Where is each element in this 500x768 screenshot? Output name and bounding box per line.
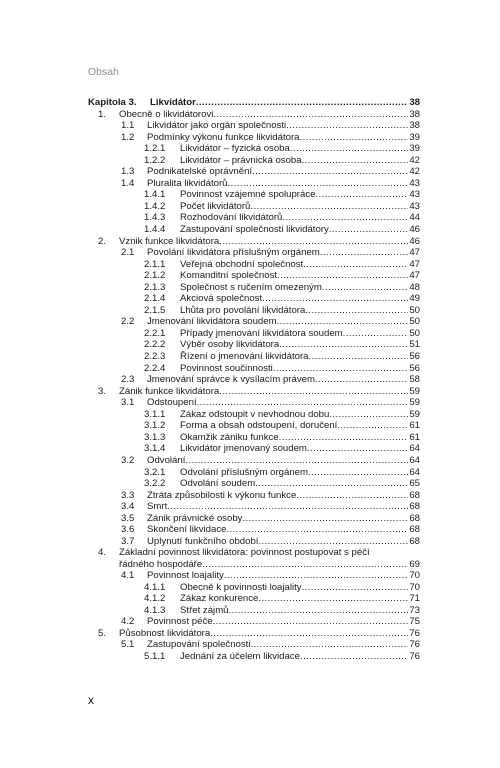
toc-entry[interactable]: [88, 178, 420, 190]
toc-entry-title: Lhůta pro povolání likvidátora: [180, 304, 306, 316]
toc-entry-number: 3.2: [121, 454, 135, 466]
toc-entry[interactable]: [88, 305, 420, 317]
leader-dots: [252, 166, 408, 178]
toc-entry[interactable]: [88, 201, 420, 213]
toc-entry-number: 3.1.4: [144, 443, 166, 455]
toc-entry-page: 47: [409, 270, 420, 282]
toc-entry[interactable]: [88, 293, 420, 305]
toc-entry-number: 3.1.2: [144, 420, 166, 432]
toc-entry-page: 42: [409, 166, 420, 178]
leader-dots: [226, 524, 408, 536]
toc-entry-title: Ztráta způsobilosti k výkonu funkce: [147, 489, 297, 501]
leader-dots: [337, 420, 408, 432]
leader-dots: [286, 120, 408, 132]
toc-entry-title: Podmínky výkonu funkce likvidátora: [147, 131, 300, 143]
toc-entry-title: Veřejná obchodní společnost: [180, 258, 304, 270]
toc-entry-page: 56: [409, 362, 420, 374]
toc-entry[interactable]: [88, 143, 420, 155]
toc-entry-page: 43: [409, 189, 420, 201]
leader-dots: [277, 270, 408, 282]
toc-entry-title: Povinnost loajality: [147, 570, 224, 582]
toc-entry-number: 3.7: [121, 535, 135, 547]
toc-entry[interactable]: [88, 420, 420, 432]
toc-entry[interactable]: [88, 478, 420, 490]
toc-entry-title: Zánik funkce likvidátora: [119, 385, 220, 397]
toc-entry[interactable]: [88, 339, 420, 351]
toc-entry-page: 68: [409, 512, 420, 524]
toc-entry-number: 2.3: [121, 374, 135, 386]
leader-dots: [303, 259, 408, 271]
toc-entry-page: 58: [409, 374, 420, 386]
leader-dots: [197, 397, 409, 409]
toc-entry-page: 64: [409, 443, 420, 455]
toc-entry-number: 2.2.2: [144, 339, 166, 351]
leader-dots: [167, 501, 408, 513]
toc-entry-number: 2.1.1: [144, 258, 166, 270]
toc-entry[interactable]: [88, 455, 420, 467]
toc-entry-title: Uplynutí funkčního období: [147, 535, 259, 547]
leader-dots: [279, 339, 408, 351]
toc-entry-title: Základní povinnost likvidátora: povinnost postupovat s péčí: [119, 547, 370, 559]
toc-entry-title: Střet zájmů: [180, 604, 229, 616]
toc-entry[interactable]: [88, 328, 420, 340]
toc-entry-page: 68: [409, 501, 420, 513]
toc-entry-number: 2.1.5: [144, 304, 166, 316]
toc-entry[interactable]: [88, 524, 420, 536]
toc-entry-number: 5.: [98, 627, 107, 639]
leader-dots: [262, 293, 408, 305]
toc-entry-page: 59: [409, 408, 420, 420]
toc-entry[interactable]: [88, 247, 420, 259]
toc-entry-title: Zákaz odstoupit v nevhodnou dobu: [180, 408, 330, 420]
toc-entry-title: Likvidátor jako orgán společnosti: [147, 120, 287, 132]
toc-entry-page: 50: [409, 304, 420, 316]
toc-entry-number: 4.: [98, 547, 107, 559]
toc-entry-number: 3.: [98, 385, 107, 397]
toc-entry-title: Likvidátor jmenovaný soudem: [180, 443, 307, 455]
toc-entry-title: Jmenování likvidátora soudem: [147, 316, 277, 328]
toc-entry-page: 44: [409, 212, 420, 224]
toc-entry-page: 38: [409, 120, 420, 132]
toc-entry[interactable]: [88, 316, 420, 328]
toc-entry-page: 59: [409, 385, 420, 397]
leader-dots: [258, 536, 408, 548]
toc-entry-title: Komanditní společnost: [180, 270, 278, 282]
toc-entry[interactable]: [88, 432, 420, 444]
toc-entry-title: Smrt: [147, 501, 168, 513]
toc-entry-title: Případy jmenování likvidátora soudem: [180, 327, 343, 339]
toc-entry-number: 3.6: [121, 524, 135, 536]
toc-entry-page: 46: [409, 224, 420, 236]
toc-entry[interactable]: [88, 443, 420, 455]
toc-entry-title: Jednání za účelem likvidace: [180, 650, 300, 662]
toc-entry[interactable]: [88, 651, 420, 663]
toc-entry-number: 4.1.3: [144, 604, 166, 616]
toc-entry-number: 1.4.3: [144, 212, 166, 224]
toc-entry-page: 39: [409, 131, 420, 143]
toc-entry-number: 1.4.2: [144, 200, 166, 212]
toc-entry-page: 70: [409, 570, 420, 582]
toc-entry-title: Podnikatelské oprávnění: [147, 166, 253, 178]
toc-entry-number: 2.1.2: [144, 270, 166, 282]
toc-entry[interactable]: [88, 166, 420, 178]
toc-entry-page: 75: [409, 616, 420, 628]
toc-entry-number: 2.2: [121, 316, 135, 328]
toc-entry-page: 68: [409, 524, 420, 536]
toc-entry-page: 50: [409, 327, 420, 339]
toc-entry-page: 64: [409, 466, 420, 478]
leader-dots: [300, 651, 408, 663]
toc-entry[interactable]: [88, 236, 420, 248]
toc-entry[interactable]: [88, 593, 420, 605]
leader-dots: [282, 212, 408, 224]
toc-entry-number: 2.1.3: [144, 281, 166, 293]
toc-entry[interactable]: [88, 120, 420, 132]
toc-entry-title: Obecně k povinnosti loajality: [180, 581, 302, 593]
toc-entry-title: Povolání likvidátora příslušným orgánem: [147, 247, 320, 259]
toc-entry-number: 1.4.1: [144, 189, 166, 201]
toc-entry[interactable]: [88, 363, 420, 375]
toc-entry-title: Povinnost vzájemné spolupráce: [180, 189, 316, 201]
toc-entry-page: 42: [409, 154, 420, 166]
toc-entry-number: 1.1: [121, 120, 135, 132]
toc-entry-number: 3.1.1: [144, 408, 166, 420]
leader-dots: [250, 639, 408, 651]
toc-entry-title: Odvolání soudem: [180, 478, 256, 490]
leader-dots: [219, 386, 408, 398]
toc-entry-number: 4.1.2: [144, 593, 166, 605]
toc-entry[interactable]: [88, 212, 420, 224]
toc-entry[interactable]: [88, 224, 420, 236]
leader-dots: [213, 616, 409, 628]
toc-entry[interactable]: [88, 132, 420, 144]
toc-entry-page: 71: [409, 593, 420, 605]
toc-entry-number: 3.1: [121, 397, 135, 409]
toc-entry-number: 3.5: [121, 512, 135, 524]
toc-entry-number: 3.3: [121, 489, 135, 501]
leader-dots: [322, 282, 408, 294]
leader-dots: [219, 236, 408, 248]
toc-entry-page: 76: [409, 650, 420, 662]
leader-dots: [307, 443, 408, 455]
toc-entry-title: Působnost likvidátora: [119, 627, 211, 639]
toc-entry-title: Jmenování správce k vysílacím právem: [147, 374, 315, 386]
toc-entry-number: 3.2.1: [144, 466, 166, 478]
leader-dots: [273, 363, 409, 375]
toc-entry-page: 65: [409, 478, 420, 490]
toc-entry-page: 59: [409, 397, 420, 409]
leader-dots: [315, 189, 408, 201]
toc-entry-title: Vznik funkce likvidátora: [119, 235, 220, 247]
toc-entry-number: 1.3: [121, 166, 135, 178]
toc-entry-page: 38: [409, 97, 420, 108]
leader-dots: [315, 374, 408, 386]
leader-dots: [296, 490, 408, 502]
toc-entry-page: 38: [409, 108, 420, 120]
toc-entry[interactable]: [88, 386, 420, 398]
toc-entry-number: 1.4.4: [144, 224, 166, 236]
toc-entry-number: 3.2.2: [144, 478, 166, 490]
leader-dots: [308, 467, 408, 479]
leader-dots: [300, 132, 409, 144]
toc-entry-page: 47: [409, 258, 420, 270]
toc-entry[interactable]: [88, 501, 420, 513]
toc-entry[interactable]: [88, 490, 420, 502]
toc-entry-number: 4.1: [121, 570, 135, 582]
toc-entry[interactable]: [88, 155, 420, 167]
toc-entry-number: 5.1: [121, 639, 135, 651]
toc-entry-page: 76: [409, 639, 420, 651]
toc-entry-title: Akciová společnost: [180, 293, 263, 305]
toc-entry-title: Povinnost součinnosti: [180, 362, 273, 374]
toc-entry-page: 64: [409, 454, 420, 466]
toc-entry-title: Zastupování společnosti: [147, 639, 251, 651]
toc-entry-number: Kapitola 3.: [88, 97, 137, 108]
page-number: x: [88, 693, 94, 707]
toc-entry[interactable]: [88, 570, 420, 582]
toc-entry-number: 3.4: [121, 501, 135, 513]
toc-entry[interactable]: [88, 605, 420, 617]
toc-entry-page: 43: [409, 200, 420, 212]
toc-entry-page: 47: [409, 247, 420, 259]
toc-entry-title: Odvolání: [147, 454, 186, 466]
toc-entry-page: 39: [409, 143, 420, 155]
toc-entry-title: Forma a obsah odstoupení, doručení: [180, 420, 338, 432]
toc-entry[interactable]: [88, 467, 420, 479]
toc-entry-title: Pluralita likvidátorů: [147, 177, 228, 189]
toc-entry-title: Výběr osoby likvidátora: [180, 339, 280, 351]
toc-entry-page: 73: [409, 604, 420, 616]
leader-dots: [309, 351, 409, 363]
table-of-contents: [88, 97, 420, 662]
toc-entry-title: Zánik právnické osoby: [147, 512, 243, 524]
toc-entry-page: 51: [409, 339, 420, 351]
toc-entry-number: 5.1.1: [144, 650, 166, 662]
toc-entry-page: 48: [409, 281, 420, 293]
toc-entry[interactable]: [88, 270, 420, 282]
toc-entry-page: 69: [409, 558, 420, 570]
toc-entry-page: 61: [409, 431, 420, 443]
toc-entry[interactable]: [88, 582, 420, 594]
toc-entry-number: 3.1.3: [144, 431, 166, 443]
leader-dots: [185, 455, 408, 467]
leader-dots: [320, 247, 409, 259]
toc-entry-page: 49: [409, 293, 420, 305]
toc-entry[interactable]: [88, 189, 420, 201]
toc-entry-page: 43: [409, 177, 420, 189]
toc-entry-number: 2.2.3: [144, 351, 166, 363]
leader-dots: [290, 143, 408, 155]
leader-dots: [213, 109, 408, 121]
toc-entry-number: 2.2.1: [144, 327, 166, 339]
toc-entry-title: Okamžik zániku funkce: [180, 431, 279, 443]
leader-dots: [210, 628, 408, 640]
toc-entry-number: 1.: [98, 108, 107, 120]
leader-dots: [302, 155, 409, 167]
toc-entry-page: 50: [409, 316, 420, 328]
leader-dots: [302, 582, 409, 594]
toc-entry[interactable]: [88, 109, 420, 121]
toc-entry-number: 2.1: [121, 247, 135, 259]
leader-dots: [258, 593, 408, 605]
toc-entry-number: 1.2.2: [144, 154, 166, 166]
toc-entry-title: Společnost s ručením omezeným: [180, 281, 322, 293]
toc-entry[interactable]: [88, 628, 420, 640]
toc-entry-page: 68: [409, 489, 420, 501]
toc-entry-page: 56: [409, 351, 420, 363]
leader-dots: [255, 478, 408, 490]
toc-entry-title: Odstoupení: [147, 397, 197, 409]
leader-dots: [277, 316, 409, 328]
toc-entry-title: Počet likvidátorů: [180, 200, 251, 212]
toc-entry[interactable]: [88, 351, 420, 363]
toc-entry-title: Skončení likvidace: [147, 524, 227, 536]
leader-dots: [196, 97, 408, 109]
leader-dots: [329, 409, 408, 421]
toc-entry[interactable]: [88, 409, 420, 421]
toc-entry-page: 76: [409, 627, 420, 639]
toc-entry-title: Likvidátor – fyzická osoba: [180, 143, 290, 155]
toc-entry[interactable]: [88, 547, 420, 558]
toc-entry-title: Likvidátor – právnická osoba: [180, 154, 302, 166]
leader-dots: [250, 201, 408, 213]
leader-dots: [305, 305, 408, 317]
leader-dots: [202, 559, 408, 571]
toc-entry-number: 4.1.1: [144, 581, 166, 593]
toc-entry[interactable]: [88, 616, 420, 628]
leader-dots: [242, 513, 408, 525]
leader-dots: [343, 328, 409, 340]
toc-entry-number: 1.2: [121, 131, 135, 143]
toc-entry-title: Zastupování společnosti likvidátory: [180, 224, 329, 236]
toc-entry-page: 46: [409, 235, 420, 247]
leader-dots: [229, 605, 409, 617]
toc-entry-number: 1.4: [121, 177, 135, 189]
toc-entry[interactable]: [88, 374, 420, 386]
toc-entry[interactable]: [88, 397, 420, 409]
toc-entry-title: Rozhodování likvidátorů: [180, 212, 283, 224]
toc-entry-title: Likvidátor: [150, 97, 196, 108]
toc-entry-number: 2.2.4: [144, 362, 166, 374]
toc-entry[interactable]: [88, 639, 420, 651]
leader-dots: [228, 178, 409, 190]
leader-dots: [279, 432, 409, 444]
toc-entry[interactable]: [88, 282, 420, 294]
toc-entry-page: 70: [409, 581, 420, 593]
toc-entry[interactable]: [88, 536, 420, 548]
toc-entry-title: Obecně o likvidátorovi: [119, 108, 214, 120]
toc-entry-number: 4.2: [121, 616, 135, 628]
toc-entry-number: 1.2.1: [144, 143, 166, 155]
toc-entry-page: 68: [409, 535, 420, 547]
toc-entry[interactable]: [88, 559, 420, 571]
toc-entry-title: Řízení o jmenování likvidátora: [180, 351, 309, 363]
toc-entry[interactable]: [88, 97, 420, 109]
leader-dots: [224, 570, 409, 582]
toc-entry-title: Odvolání příslušným orgánem: [180, 466, 308, 478]
toc-entry-page: 61: [409, 420, 420, 432]
leader-dots: [329, 224, 409, 236]
toc-entry-title: řádného hospodáře: [119, 558, 203, 570]
toc-entry-number: 2.: [98, 235, 107, 247]
running-header: Obsah: [88, 66, 119, 78]
toc-entry-title: Povinnost péče: [147, 616, 213, 628]
toc-entry-title: Zákaz konkurence: [180, 593, 259, 605]
toc-entry[interactable]: [88, 513, 420, 525]
toc-entry[interactable]: [88, 259, 420, 271]
toc-entry-number: 2.1.4: [144, 293, 166, 305]
